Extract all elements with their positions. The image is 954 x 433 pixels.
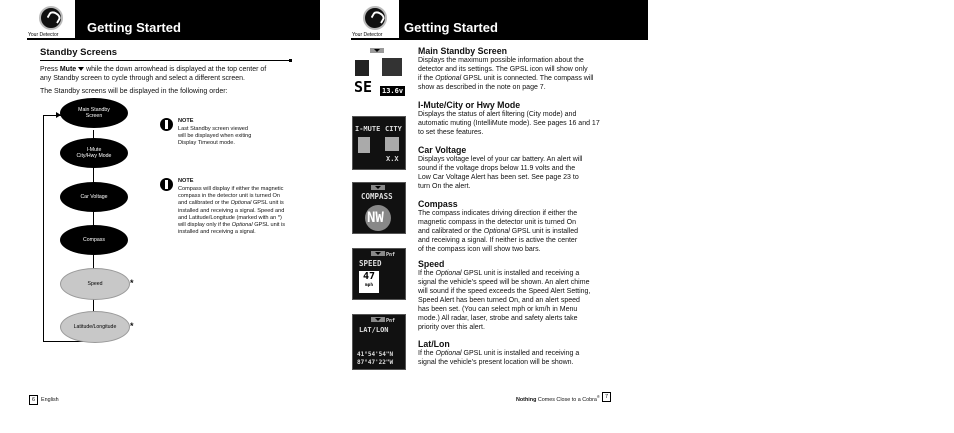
left-page-title: Getting Started bbox=[87, 20, 181, 35]
body-line: GPSL unit is connected. The compass will bbox=[461, 75, 594, 82]
body-line: Speed Alert has been turned On, and an alert speed bbox=[418, 297, 580, 304]
latlon-screen-title: LAT/LON bbox=[359, 326, 389, 334]
note-2-line: GPSL unit is bbox=[251, 200, 284, 207]
left-header-divider bbox=[27, 38, 320, 40]
body-italic: Optional bbox=[435, 350, 462, 357]
right-tab-label: Your Detector bbox=[352, 32, 383, 38]
flow-node-imute bbox=[60, 138, 128, 168]
note-2-line: installed and receiving a signal. Speed and bbox=[178, 207, 285, 214]
note-1-line: will be displayed when exiting bbox=[178, 133, 252, 140]
flow-node-label: I-Mute bbox=[86, 147, 102, 153]
note-1-text bbox=[178, 126, 323, 148]
screen-main-standby bbox=[352, 48, 404, 100]
speed-screen-unit: mph bbox=[364, 283, 374, 288]
flow-node-speed bbox=[60, 268, 130, 300]
left-page-number: 6 bbox=[29, 395, 38, 405]
note-2-italic: Optional bbox=[230, 200, 252, 207]
left-header-tab bbox=[27, 0, 76, 40]
intro-mute-word: Mute bbox=[59, 66, 77, 73]
heading-car-voltage: Car Voltage bbox=[418, 145, 467, 155]
alert-arrow-icon bbox=[355, 60, 369, 76]
heading-lat-lon: Lat/Lon bbox=[418, 339, 450, 349]
body-line: If the bbox=[418, 350, 436, 357]
body-line: and receiving a signal. If neither is active the center bbox=[418, 237, 578, 244]
flow-node-label: City/Hwy Mode bbox=[76, 153, 112, 159]
imute-icon bbox=[358, 137, 370, 153]
left-page bbox=[0, 0, 320, 433]
body-line: GPSL unit is installed bbox=[509, 228, 579, 235]
footer-language: English bbox=[41, 397, 59, 403]
body-italic: Optional bbox=[483, 228, 510, 235]
screen-speed bbox=[352, 248, 406, 300]
body-line: turn On the alert. bbox=[418, 183, 471, 190]
intro-text-post: while the down arrowhead is displayed at the top center of bbox=[84, 66, 267, 73]
speed-asterisk: * bbox=[130, 278, 134, 288]
footer-slogan-bold: Nothing bbox=[516, 396, 537, 403]
body-line: if the bbox=[418, 75, 436, 82]
screen-down-arrow-icon bbox=[371, 185, 385, 190]
body-line: GPSL unit is installed and receiving a bbox=[461, 350, 580, 357]
intro-paragraph-2: The Standby screens will be displayed in the following order: bbox=[40, 88, 228, 95]
note-2-line: will display only if the bbox=[178, 222, 232, 229]
intro-text-pre: Press bbox=[40, 66, 60, 73]
screen-down-arrow-icon bbox=[371, 251, 385, 256]
note-1-label: NOTE bbox=[178, 118, 194, 124]
body-speed bbox=[418, 269, 610, 332]
compass-screen-direction: NW bbox=[367, 210, 384, 226]
detector-logo-icon bbox=[39, 6, 63, 30]
flow-node-car-voltage bbox=[60, 182, 128, 212]
footer-slogan-rest: Comes Close to a Cobra bbox=[536, 396, 597, 403]
body-line: will sound if the speed exceeds the Speed Alert Setting, bbox=[418, 288, 591, 295]
right-page-number: 7 bbox=[602, 392, 611, 402]
body-line: magnetic compass in the detector unit is turned On bbox=[418, 219, 576, 226]
flow-node-label: Main Standby bbox=[78, 107, 110, 113]
note-2-line: Compass will display if either the magnetic bbox=[178, 186, 284, 192]
speed-value-box bbox=[359, 271, 379, 293]
body-line: Displays the maximum possible information about the bbox=[418, 57, 584, 64]
intro-paragraph bbox=[40, 65, 305, 83]
flow-node-label: Compass bbox=[83, 237, 105, 243]
body-line: show as described in the note on page 7. bbox=[418, 84, 546, 91]
body-compass bbox=[418, 209, 610, 254]
screen-lat-lon bbox=[352, 314, 406, 370]
note-2-line: GPSL unit is bbox=[252, 222, 286, 229]
body-line: signal the vehicle’s speed will be shown. An alert chime bbox=[418, 279, 590, 286]
left-tab-label: Your Detector bbox=[28, 32, 59, 38]
gps-badge: Pnf bbox=[386, 252, 396, 258]
flow-return-line bbox=[43, 115, 44, 342]
note-1-line: Last Standby screen viewed bbox=[178, 126, 248, 132]
note-1-line: Display Timeout mode. bbox=[178, 140, 235, 147]
flow-node-label: Speed bbox=[87, 281, 103, 287]
screen-down-arrow-icon bbox=[370, 48, 384, 53]
note-2-label: NOTE bbox=[178, 178, 194, 184]
footer-slogan bbox=[516, 394, 600, 403]
heading-compass: Compass bbox=[418, 199, 458, 209]
note-2-line: installed and receiving a signal. bbox=[178, 229, 256, 236]
body-line: Displays voltage level of your car battery. An alert will bbox=[418, 156, 583, 163]
gps-badge: Pnf bbox=[386, 318, 396, 324]
note-info-icon bbox=[160, 118, 173, 131]
note-2-line: and calibrated or the bbox=[178, 200, 231, 207]
note-2-text bbox=[178, 186, 323, 236]
screen-down-arrow-icon bbox=[371, 317, 385, 322]
body-line: has been set. (You can select mph or km/h in Menu bbox=[418, 306, 578, 313]
city-buildings-icon bbox=[382, 58, 402, 76]
note-2-italic: Optional bbox=[231, 222, 253, 229]
body-line: and calibrated or the bbox=[418, 228, 484, 235]
body-italic: Optional bbox=[435, 270, 462, 277]
main-screen-se: SE bbox=[354, 78, 373, 96]
flow-node-label: Latitude/Longitude bbox=[73, 324, 117, 330]
body-line: detector and its settings. The GPSL icon will show only bbox=[418, 66, 588, 73]
body-line: If the bbox=[418, 270, 436, 277]
speed-screen-title: SPEED bbox=[359, 259, 382, 268]
screen-compass bbox=[352, 182, 406, 234]
section-title-standby-screens: Standby Screens bbox=[40, 47, 290, 61]
latlon-screen-lon: 87°47'22"W bbox=[357, 359, 394, 366]
body-line: automatic muting (IntelliMute mode). See pages 16 and 17 bbox=[418, 120, 600, 127]
flow-node-main-standby bbox=[60, 98, 128, 128]
note-2-line: and Latitude/Longitude (marked with an *) bbox=[178, 214, 282, 221]
imute-screen-right: CITY bbox=[385, 125, 402, 133]
detector-logo-icon bbox=[363, 6, 387, 30]
body-main-standby bbox=[418, 56, 610, 92]
body-line: sound if the voltage drops below 11.9 volts and the bbox=[418, 165, 576, 172]
body-line: priority over this alert. bbox=[418, 324, 485, 331]
intro-line-2: any Standby screen to cycle through and select a different screen. bbox=[40, 75, 245, 82]
flow-node-latitude-longitude bbox=[60, 311, 130, 343]
body-line: signal the vehicle’s present location will be shown. bbox=[418, 359, 574, 366]
speed-screen-value: 47 bbox=[362, 271, 376, 282]
heading-speed: Speed bbox=[418, 259, 445, 269]
body-line: to set these features. bbox=[418, 129, 484, 136]
imute-screen-sub: X.X bbox=[386, 155, 399, 163]
left-header-bar bbox=[27, 0, 320, 40]
footer-registered-mark: ® bbox=[596, 394, 600, 399]
body-lat-lon bbox=[418, 349, 610, 367]
right-header-divider bbox=[351, 38, 648, 40]
body-line: of the compass icon will show two bars. bbox=[418, 246, 541, 253]
body-line: The compass indicates driving direction if either the bbox=[418, 210, 578, 217]
right-header-tab bbox=[351, 0, 400, 40]
body-car-voltage bbox=[418, 155, 610, 191]
body-line: Low Car Voltage Alert has been set. See page 23 to bbox=[418, 174, 579, 181]
right-header-bar bbox=[351, 0, 648, 40]
imute-screen-left: I-MUTE bbox=[355, 125, 381, 133]
right-page-title: Getting Started bbox=[404, 20, 498, 35]
latlon-screen-lat: 41°54'54"N bbox=[357, 351, 394, 358]
body-line: GPSL unit is installed and receiving a bbox=[461, 270, 580, 277]
main-screen-voltage: 13.6v bbox=[382, 87, 404, 95]
screen-imute-city bbox=[352, 116, 406, 170]
flow-node-label: Screen bbox=[85, 113, 103, 119]
heading-main-standby: Main Standby Screen bbox=[418, 46, 507, 56]
body-line: Displays the status of alert filtering (City mode) and bbox=[418, 111, 577, 118]
latlon-asterisk: * bbox=[130, 321, 134, 331]
city-icon bbox=[385, 137, 399, 151]
body-imute bbox=[418, 110, 610, 137]
body-italic: Optional bbox=[435, 75, 462, 82]
flow-node-compass bbox=[60, 225, 128, 255]
note-2-line: compass in the detector unit is turned On bbox=[178, 193, 280, 200]
flow-node-label: Car Voltage bbox=[80, 194, 108, 200]
compass-screen-title: COMPASS bbox=[361, 192, 393, 201]
note-info-icon bbox=[160, 178, 173, 191]
heading-imute: I-Mute/City or Hwy Mode bbox=[418, 100, 521, 110]
body-line: mode.) All radar, laser, strobe and safety alerts take bbox=[418, 315, 578, 322]
